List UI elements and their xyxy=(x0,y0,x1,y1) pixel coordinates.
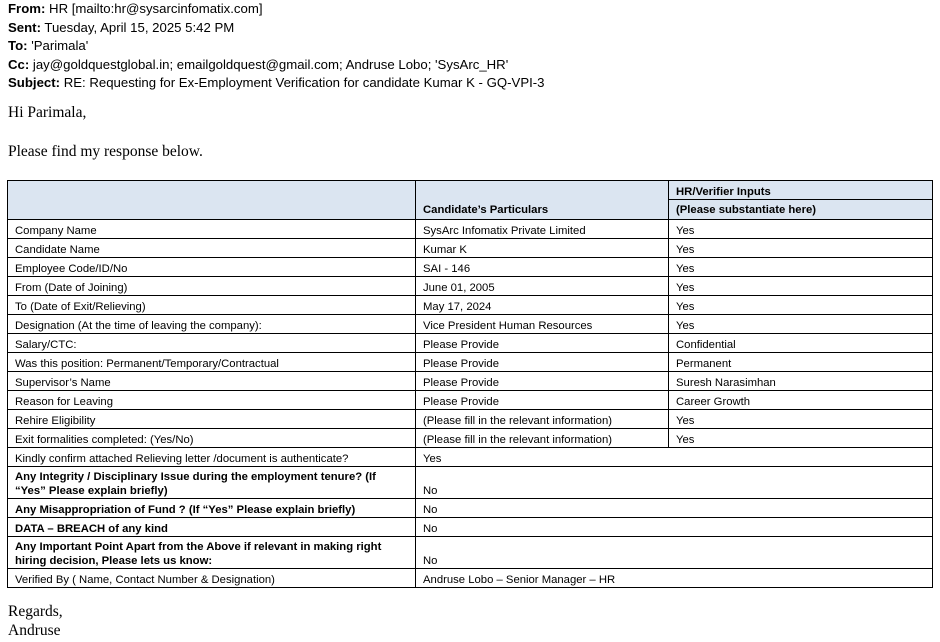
row-label: Was this position: Permanent/Temporary/Contractual xyxy=(8,353,416,372)
row-hr-input: Confidential xyxy=(669,334,933,353)
subject-value: RE: Requesting for Ex-Employment Verification for candidate Kumar K - GQ-VPI-3 xyxy=(60,75,545,90)
from-label: From: xyxy=(8,1,46,16)
table-header-row xyxy=(8,181,933,220)
table-row xyxy=(8,296,933,315)
row-particular: (Please fill in the relevant information) xyxy=(416,410,669,429)
row-hr-input: Yes xyxy=(669,220,933,239)
table-row-merged xyxy=(8,467,933,499)
row-label: Supervisor’s Name xyxy=(8,372,416,391)
table-row xyxy=(8,410,933,429)
table-row xyxy=(8,315,933,334)
greeting: Hi Parimala, xyxy=(8,104,87,121)
row-particular: SAI - 146 xyxy=(416,258,669,277)
merged-row-label: Verified By ( Name, Contact Number & Designation) xyxy=(8,569,416,588)
merged-row-label: Any Integrity / Disciplinary Issue during the employment tenure? (If “Yes” Please explain briefly) xyxy=(8,467,416,499)
header-hr-title: HR/Verifier Inputs xyxy=(669,182,932,200)
table-row xyxy=(8,391,933,410)
table-row-merged xyxy=(8,499,933,518)
row-hr-input: Yes xyxy=(669,296,933,315)
row-label: To (Date of Exit/Relieving) xyxy=(8,296,416,315)
email-to-line xyxy=(8,37,545,56)
header-hr-subtitle: (Please substantiate here) xyxy=(676,204,817,216)
email-from-line xyxy=(8,0,545,19)
row-hr-input: Yes xyxy=(669,258,933,277)
row-label: From (Date of Joining) xyxy=(8,277,416,296)
row-particular: Please Provide xyxy=(416,353,669,372)
sent-label: Sent: xyxy=(8,19,41,35)
row-particular: (Please fill in the relevant information) xyxy=(416,429,669,448)
row-hr-input: Permanent xyxy=(669,353,933,372)
row-label: Designation (At the time of leaving the company): xyxy=(8,315,416,334)
row-label: Salary/CTC: xyxy=(8,334,416,353)
merged-row-value: Yes xyxy=(416,448,933,467)
merged-row-label: DATA – BREACH of any kind xyxy=(8,518,416,537)
row-particular: June 01, 2005 xyxy=(416,277,669,296)
merged-row-value: No xyxy=(416,537,933,569)
row-particular: Please Provide xyxy=(416,372,669,391)
cc-label: Cc: xyxy=(8,56,30,72)
table-row-merged xyxy=(8,537,933,569)
to-value: 'Parimala' xyxy=(27,38,89,53)
from-value[interactable]: HR [mailto:hr@sysarcinfomatix.com] xyxy=(45,1,263,16)
row-hr-input: Yes xyxy=(669,239,933,258)
row-label: Reason for Leaving xyxy=(8,391,416,410)
merged-row-value: No xyxy=(416,499,933,518)
table-row-merged xyxy=(8,569,933,588)
email-cc-line xyxy=(8,56,545,75)
header-particulars: Candidate’s Particulars xyxy=(416,181,669,220)
table-row xyxy=(8,277,933,296)
merged-row-value: Andruse Lobo – Senior Manager – HR xyxy=(416,569,933,588)
row-hr-input: Career Growth xyxy=(669,391,933,410)
table-row-merged xyxy=(8,518,933,537)
row-particular: Please Provide xyxy=(416,391,669,410)
regards-text: Regards, xyxy=(8,603,63,620)
intro-text: Please find my response below. xyxy=(8,143,203,160)
row-label: Rehire Eligibility xyxy=(8,410,416,429)
merged-row-label: Kindly confirm attached Relieving letter /document is authenticate? xyxy=(8,448,416,467)
row-label: Company Name xyxy=(8,220,416,239)
row-hr-input: Yes xyxy=(669,315,933,334)
table-row-merged xyxy=(8,448,933,467)
table-row xyxy=(8,353,933,372)
table-row xyxy=(8,429,933,448)
table-row xyxy=(8,239,933,258)
row-label: Employee Code/ID/No xyxy=(8,258,416,277)
email-subject-line xyxy=(8,74,545,93)
row-particular: Vice President Human Resources xyxy=(416,315,669,334)
row-hr-input: Suresh Narasimhan xyxy=(669,372,933,391)
cc-value: jay@goldquestglobal.in; emailgoldquest@gmail.com; Andruse Lobo; 'SysArc_HR' xyxy=(29,56,509,72)
row-label: Candidate Name xyxy=(8,239,416,258)
table-row xyxy=(8,334,933,353)
sent-value: Tuesday, April 15, 2025 5:42 PM xyxy=(40,19,235,35)
merged-row-value: No xyxy=(416,518,933,537)
subject-label: Subject: xyxy=(8,75,61,90)
row-hr-input: Yes xyxy=(669,277,933,296)
row-label: Exit formalities completed: (Yes/No) xyxy=(8,429,416,448)
verification-table xyxy=(7,180,933,588)
row-particular: Kumar K xyxy=(416,239,669,258)
merged-row-value: No xyxy=(416,467,933,499)
row-particular: May 17, 2024 xyxy=(416,296,669,315)
table-row xyxy=(8,258,933,277)
table-row xyxy=(8,220,933,239)
row-hr-input: Yes xyxy=(669,429,933,448)
header-hr-inputs xyxy=(669,181,933,220)
table-row xyxy=(8,372,933,391)
to-label: To: xyxy=(8,38,28,53)
row-particular: SysArc Infomatix Private Limited xyxy=(416,220,669,239)
email-sent-line xyxy=(8,19,545,38)
header-blank-cell xyxy=(8,181,416,220)
merged-row-label: Any Misappropriation of Fund ? (If “Yes” Please explain briefly) xyxy=(8,499,416,518)
email-header xyxy=(8,0,545,93)
row-hr-input: Yes xyxy=(669,410,933,429)
signature-name: Andruse xyxy=(8,622,61,639)
merged-row-label: Any Important Point Apart from the Above if relevant in making right hiring decision, Please lets us know: xyxy=(8,537,416,569)
row-particular: Please Provide xyxy=(416,334,669,353)
